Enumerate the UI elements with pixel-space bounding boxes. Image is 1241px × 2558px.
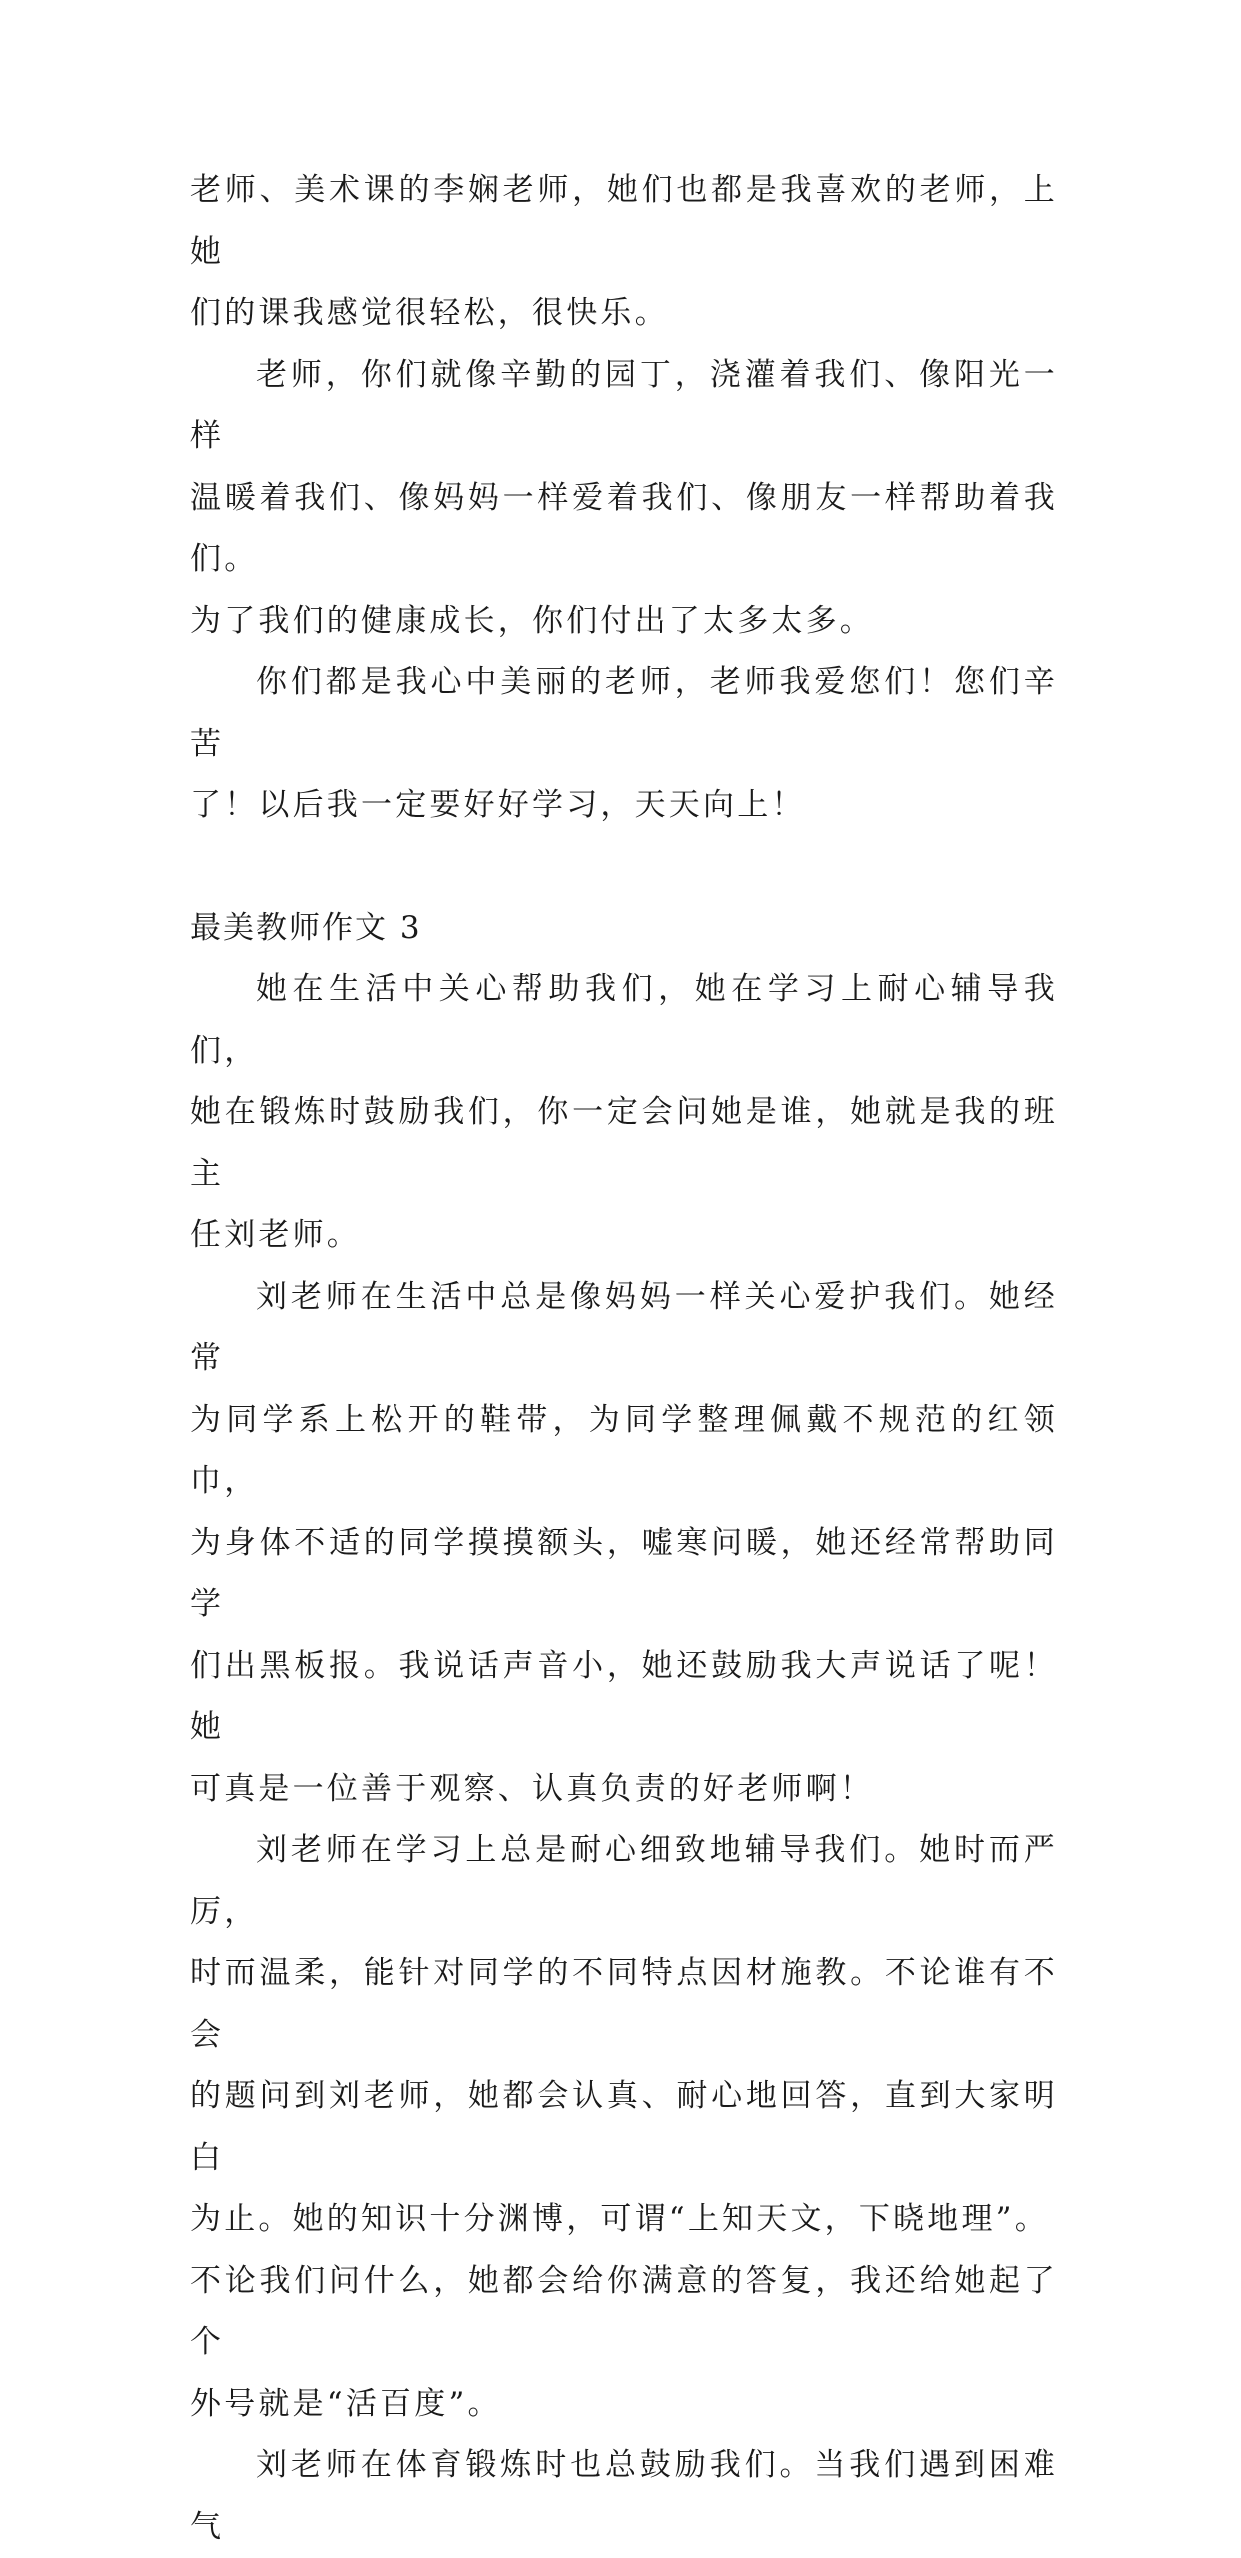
text-line: 老师，你们就像辛勤的园丁，浇灌着我们、像阳光一样 xyxy=(190,356,1058,454)
text-line: 时而温柔，能针对同学的不同特点因材施教。不论谁有不会 xyxy=(190,1955,1058,2053)
text-line: 外号就是“活百度”。 xyxy=(190,2385,502,2422)
text-line: 老师、美术课的李娴老师，她们也都是我喜欢的老师，上她 xyxy=(190,172,1058,270)
paragraph xyxy=(190,652,1058,837)
text-line: 任刘老师。 xyxy=(190,1217,361,1253)
text-line: 刘老师在体育锻炼时也总鼓励我们。当我们遇到困难气 xyxy=(190,2447,1058,2545)
paragraph-continuation xyxy=(190,160,1058,345)
paragraph xyxy=(190,345,1058,653)
text-line: 温暖着我们、像妈妈一样爱着我们、像朋友一样帮助着我们。 xyxy=(190,479,1058,577)
text-line: 可真是一位善于观察、认真负责的好老师啊！ xyxy=(190,1770,874,1807)
text-line: 们的课我感觉很轻松，很快乐。 xyxy=(190,295,669,331)
essay-body xyxy=(190,160,1058,2558)
heading-text: 最美教师作文 3 xyxy=(190,909,422,946)
text-line: 为同学系上松开的鞋带，为同学整理佩戴不规范的红领巾， xyxy=(190,1401,1058,1499)
text-line: 不论我们问什么，她都会给你满意的答复，我还给她起了个 xyxy=(190,2262,1058,2360)
text-line: 刘老师在学习上总是耐心细致地辅导我们。她时而严厉， xyxy=(190,1832,1058,1930)
text-line: 她在生活中关心帮助我们，她在学习上耐心辅导我们， xyxy=(190,971,1058,1069)
text-line: 你们都是我心中美丽的老师，老师我爱您们！您们辛苦 xyxy=(190,664,1058,762)
text-line: 了！以后我一定要好好学习，天天向上！ xyxy=(190,787,806,823)
text-line: 为身体不适的同学摸摸额头，嘘寒问暖，她还经常帮助同学 xyxy=(190,1524,1058,1622)
paragraph xyxy=(190,959,1058,1267)
text-line: 刘老师在生活中总是像妈妈一样关心爱护我们。她经常 xyxy=(190,1278,1058,1376)
text-line: 的题问到刘老师，她都会认真、耐心地回答，直到大家明白 xyxy=(190,2078,1058,2176)
text-line: 为了我们的健康成长，你们付出了太多太多。 xyxy=(190,602,874,639)
paragraph xyxy=(190,2435,1058,2558)
text-line: 她在锻炼时鼓励我们，你一定会问她是谁，她就是我的班主 xyxy=(190,1094,1058,1192)
text-line: 为止。她的知识十分渊博，可谓“上知天文，下晓地理”。 xyxy=(190,2201,1049,2237)
paragraph xyxy=(190,1820,1058,2435)
section-heading xyxy=(190,898,1058,960)
text-line: 们出黑板报。我说话声音小，她还鼓励我大声说话了呢！她 xyxy=(190,1647,1058,1745)
paragraph xyxy=(190,1267,1058,1821)
